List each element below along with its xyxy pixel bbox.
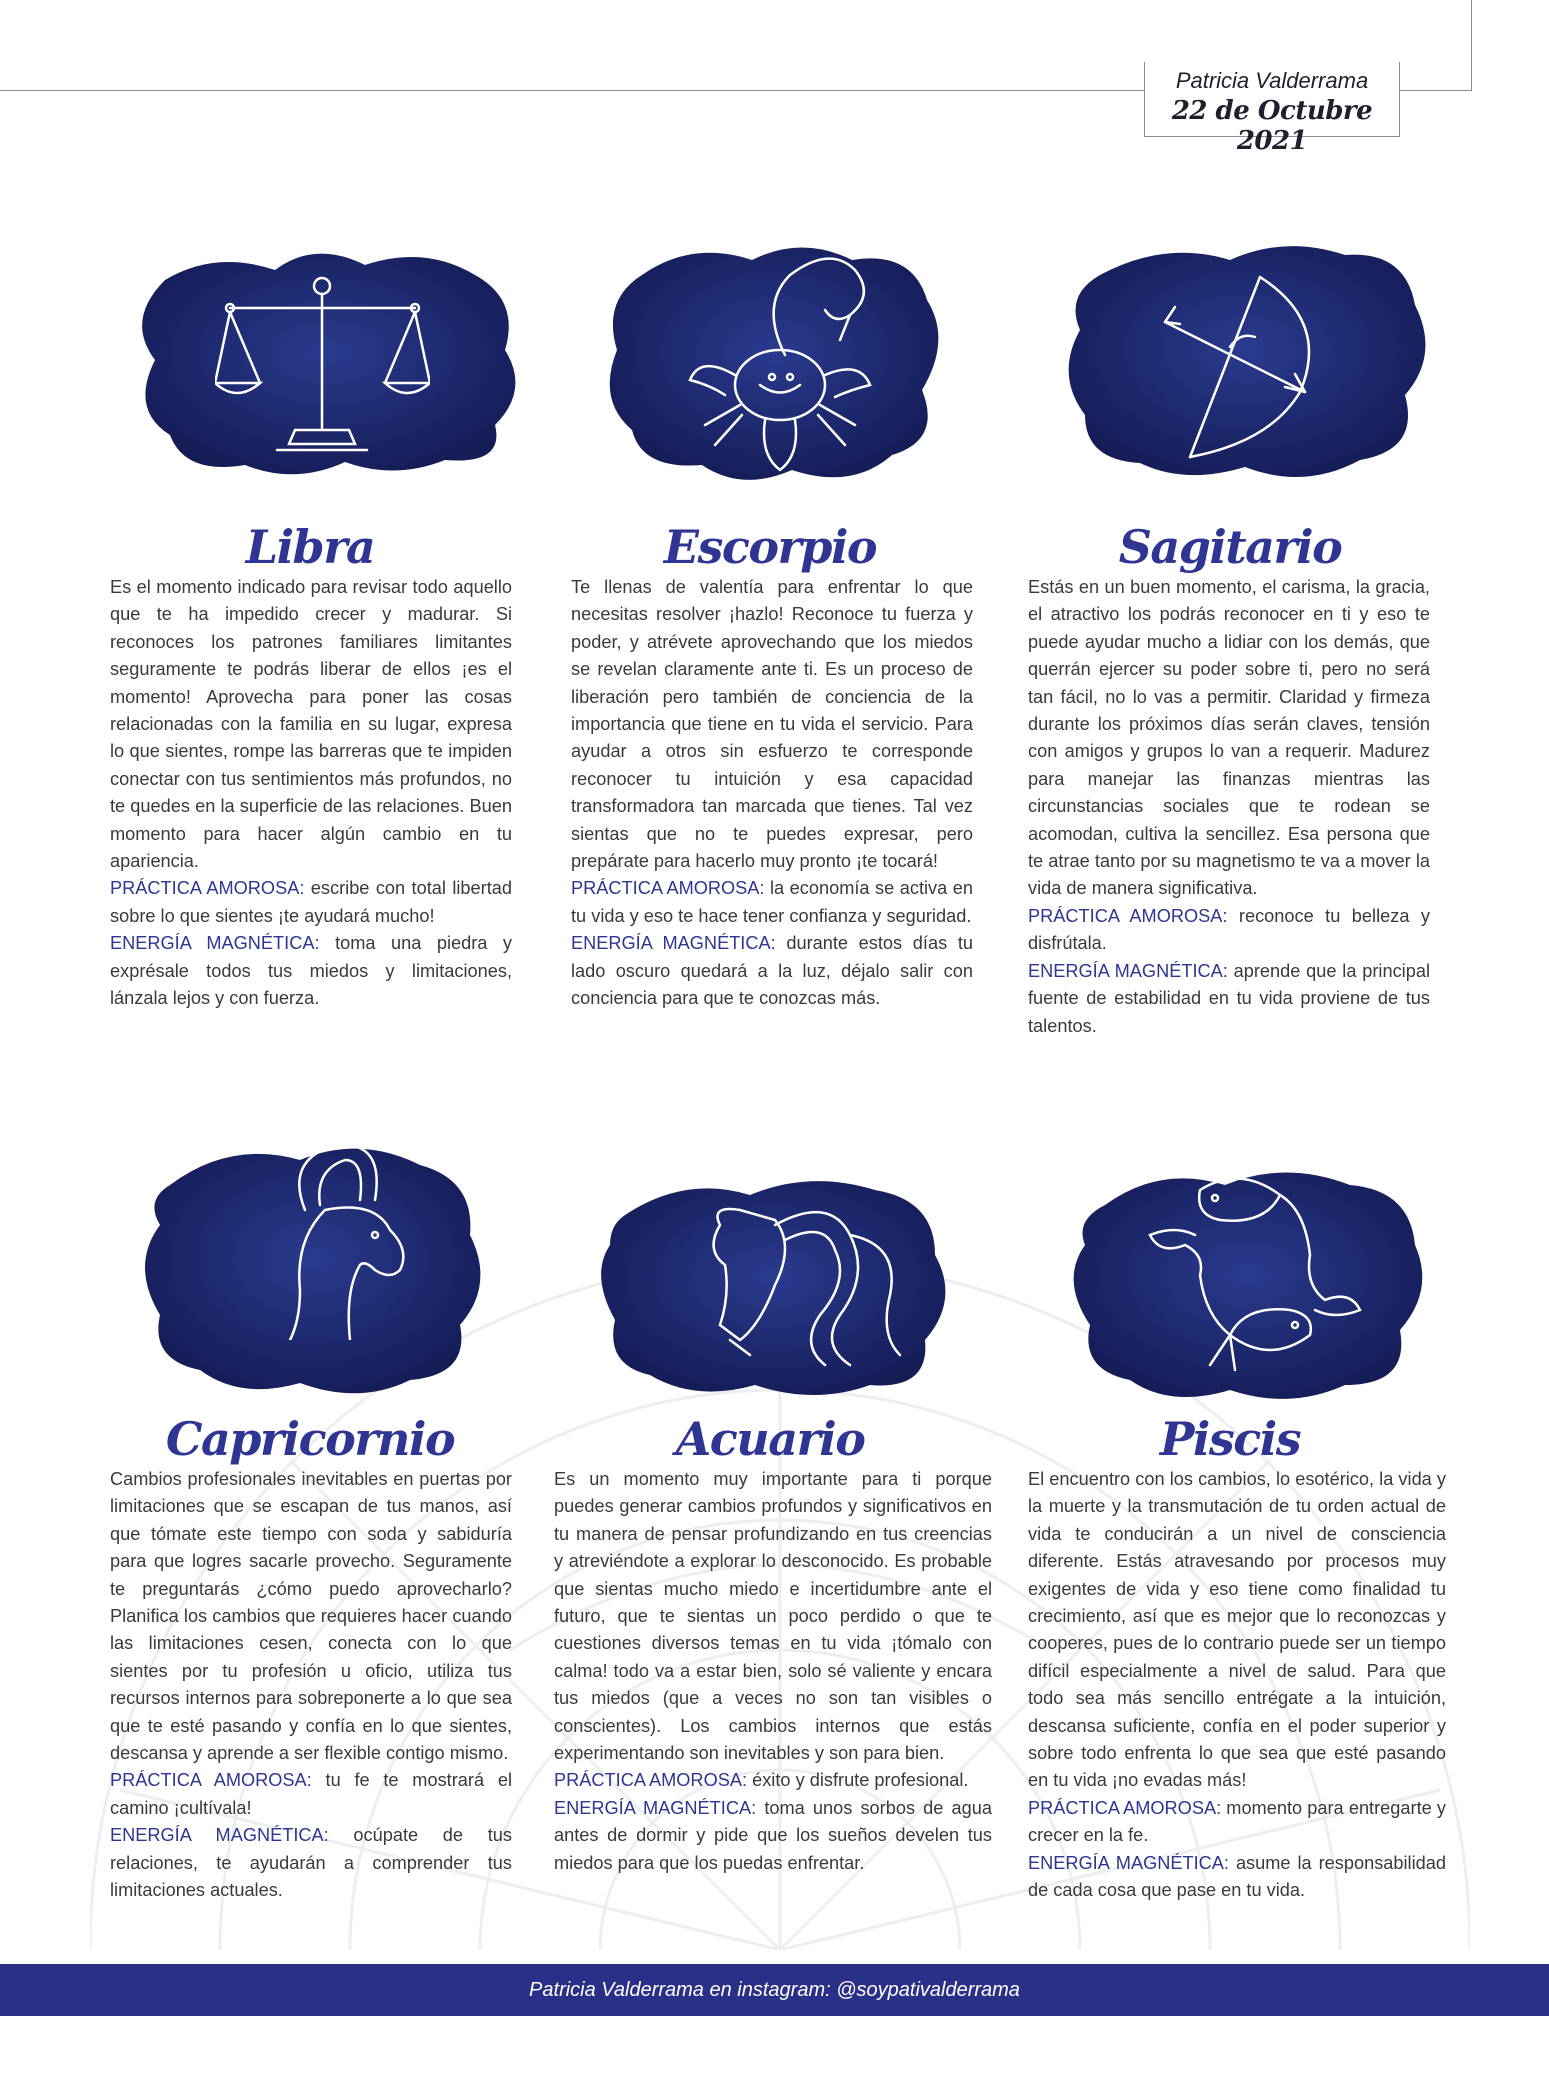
sign-body: Es el momento indicado para revisar todo aquello que te ha impedido crecer y madurar. Si reconoces los patrones familiares limitantes seguramente te podrás liberar de ellos ¡es el momento! Aprovecha para poner las cosas relacionadas con la familia en su lugar, expresa lo que sientes, rompe las barreras que te impiden conectar con tus sentimientos más profundos, no te quedes en la superficie de las relaciones. Buen momento para hacer algún cambio en tu apariencia. (110, 577, 512, 872)
libra-scales-icon (215, 268, 430, 468)
sign-text (1028, 1466, 1446, 1905)
energy-label: ENERGÍA MAGNÉTICA: (554, 1797, 757, 1818)
sign-body: El encuentro con los cambios, lo esotérico, la vida y la muerte y la transmutación de tu orden actual de vida te conducirán a un nivel de consciencia diferente. Estás atravesando por procesos muy exigentes de vida y eso tiene como finalidad tu crecimiento, así que es mejor que lo reconozcas y cooperes, pues de lo contrario puede ser un tiempo difícil especialmente a nivel de salud. Para que todo sea más sencillo entrégate a la intuición, descansa suficiente, confía en el poder superior y sobre todo enfrenta lo que sea que esté pasando en tu vida ¡no evadas más! (1028, 1469, 1446, 1791)
author-name: Patricia Valderrama (1175, 68, 1369, 93)
energy-text: durante estos días tu lado oscuro quedará a la luz, déjalo salir con conciencia para que te conozcas más. (571, 933, 973, 1009)
sign-title: Escorpio (663, 520, 877, 574)
bow-arrow-icon (1160, 262, 1320, 462)
sign-body: Es un momento muy importante para ti porque puedes generar cambios profundos y significativos en tu manera de pensar profundizando en tus creencias y atreviéndote a explorar lo desconocido. Es probable que sientas mucho miedo e incertidumbre ante el futuro, que te sientas un poco perdido o que te cuestiones diversos temas en tu vida ¡tómalo con calma! todo va a estar bien, solo sé valiente y encara tus miedos (que a veces no son tan visibles o conscientes). Los cambios internos que estás experimentando son inevitables y son para bien. (554, 1469, 992, 1764)
energy-label: ENERGÍA MAGNÉTICA: (110, 933, 320, 954)
sign-title: Sagitario (1118, 520, 1342, 574)
love-text: tu fe te mostrará el camino ¡cultívala! (110, 1770, 512, 1818)
sign-title: Acuario (675, 1412, 865, 1466)
sign-title: Capricornio (165, 1412, 455, 1466)
scorpion-icon (680, 245, 880, 475)
sign-body: Te llenas de valentía para enfrentar lo que necesitas resolver ¡hazlo! Reconoce tu fuerza y poder, y atrévete aprovechando que los miedos se revelan claramente ante ti. Es un proceso de liberación pero también de conciencia de la importancia que tiene en tu vida el servicio. Para ayudar a otros sin esfuerzo te corresponde reconocer tu intuición y esa capacidad transformadora tan marcada que tienes. Tal vez sientas que no te puedes expresar, pero prepárate para hacerlo muy pronto ¡te tocará! (571, 577, 973, 872)
sign-text (110, 574, 512, 1013)
two-fish-icon (1140, 1165, 1370, 1380)
sign-body: Estás en un buen momento, el carisma, la gracia, el atractivo los podrás reconocer en ti y eso te puede ayudar mucho a lidiar con los demás, que querrán ejercer su poder sobre ti, pero no será tan fácil, no lo vas a permitir. Claridad y firmeza durante los próximos días serán claves, tensión con amigos y grupos lo van a requerir. Madurez para manejar las finanzas mientras las circunstancias sociales que te rodean se acomodan, cultiva la sencillez. Esa persona que te atrae tanto por su magnetismo te va a mover la vida de manera significativa. (1028, 577, 1430, 899)
energy-text: toma unos sorbos de agua antes de dormir y pide que los sueños develen tus miedos para que los puedas enfrentar. (554, 1797, 992, 1873)
love-label: PRÁCTICA AMOROSA: (110, 1770, 312, 1791)
water-jug-icon (700, 1195, 910, 1370)
sign-title: Piscis (1159, 1412, 1301, 1466)
love-label: PRÁCTICA AMOROSA: (1028, 1797, 1222, 1818)
energy-label: ENERGÍA MAGNÉTICA: (1028, 1852, 1229, 1873)
footer-bar (0, 1964, 1549, 2016)
energy-label: ENERGÍA MAGNÉTICA: (110, 1825, 329, 1846)
corner-divider (1471, 0, 1472, 91)
energy-text: toma una piedra y exprésale todos tus miedos y limitaciones, lánzala lejos y con fuerza. (110, 933, 513, 1009)
instagram-credit: Patricia Valderrama en instagram: @soypativalderrama (529, 1979, 1020, 2001)
sign-text (571, 574, 973, 1013)
goat-icon (265, 1140, 435, 1340)
energy-label: ENERGÍA MAGNÉTICA: (571, 933, 776, 954)
sign-text (554, 1466, 992, 1877)
love-text: éxito y disfrute profesional. (752, 1770, 969, 1791)
sign-title: Libra (245, 520, 375, 574)
sign-text (1028, 574, 1430, 1040)
sign-text (110, 1466, 512, 1905)
love-text: reconoce tu belleza y disfrútala. (1028, 905, 1430, 954)
header-box (1144, 62, 1400, 156)
energy-text: aprende que la principal fuente de estabilidad en tu vida proviene de tus talentos. (1028, 960, 1430, 1036)
issue-date: 22 de Octubre 2021 (1171, 96, 1373, 156)
love-text: la economía se activa en tu vida y eso te hace tener confianza y seguridad. (571, 878, 973, 926)
love-label: PRÁCTICA AMOROSA: (1028, 905, 1228, 926)
love-label: PRÁCTICA AMOROSA: (110, 878, 305, 899)
love-label: PRÁCTICA AMOROSA: (571, 878, 765, 899)
love-text: momento para entregarte y crecer en la fe. (1028, 1797, 1446, 1846)
love-label: PRÁCTICA AMOROSA: (554, 1770, 748, 1791)
energy-text: ocúpate de tus relaciones, te ayudarán a comprender tus limitaciones actuales. (110, 1825, 512, 1901)
sign-body: Cambios profesionales inevitables en puertas por limitaciones que se escapan de tus manos, así que tómate este tiempo con soda y sabiduría para que logres sacarle provecho. Seguramente te preguntarás ¿cómo puedo aprovecharlo? Planifica los cambios que requieres hacer cuando las limitaciones cesen, conecta con lo que sientes por tu profesión u oficio, utiliza tus recursos internos para sobreponerte a lo que sea que te esté pasando y confía en lo que sientes, descansa y aprende a ser flexible contigo mismo. (110, 1469, 512, 1764)
energy-text: asume la responsabilidad de cada cosa que pase en tu vida. (1028, 1852, 1446, 1901)
energy-label: ENERGÍA MAGNÉTICA: (1028, 960, 1228, 981)
love-text: escribe con total libertad sobre lo que sientes ¡te ayudará mucho! (110, 878, 512, 926)
